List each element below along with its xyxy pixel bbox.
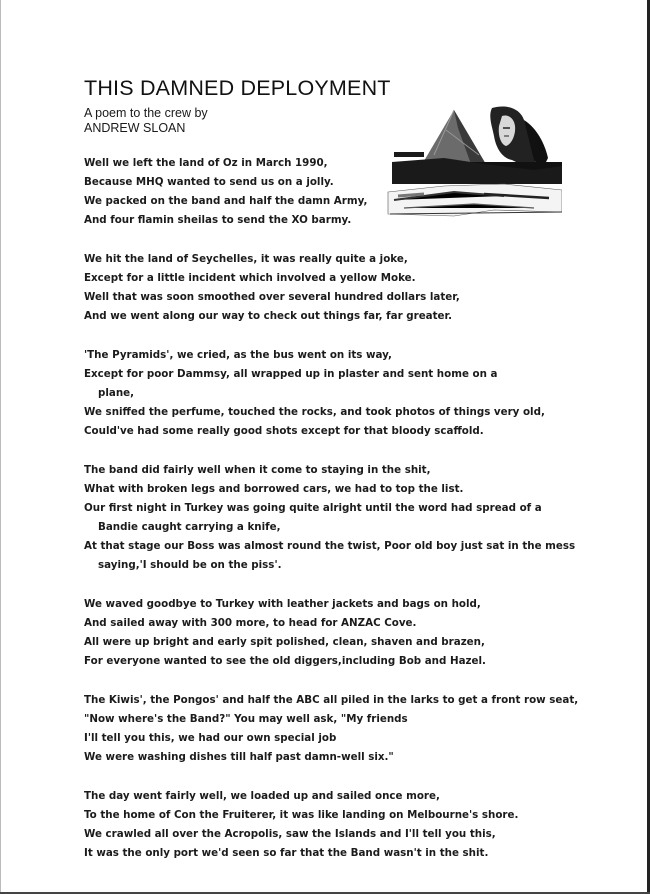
stanza-4 — [84, 461, 584, 576]
poem-line: We sniffed the perfume, touched the rocks, and took photos of things very old, — [84, 406, 545, 419]
poem-line: "Now where's the Band?" You may well ask, "My friends — [84, 712, 408, 725]
poem-line: For everyone wanted to see the old diggers,including Bob and Hazel. — [84, 655, 486, 668]
poem-line: What with broken legs and borrowed cars, we had to top the list. — [84, 482, 464, 495]
stanza-gap — [84, 326, 584, 346]
stanza-6 — [84, 691, 584, 767]
poem-line: And sailed away with 300 more, to head for ANZAC Cove. — [84, 616, 417, 629]
stanza-gap — [84, 230, 584, 250]
poem-line: And four flamin sheilas to send the XO barmy. — [84, 214, 352, 227]
stanza-gap — [84, 441, 584, 461]
poem-line: Well that was soon smoothed over several hundred dollars later, — [84, 291, 460, 304]
poem-line: And we went along our way to check out things far, far greater. — [84, 310, 453, 323]
poem-line: 'The Pyramids', we cried, as the bus went on its way, — [84, 348, 392, 361]
poem-line: It was the only port we'd seen so far that the Band wasn't in the shit. — [84, 846, 489, 859]
stanza-1 — [84, 154, 584, 230]
byline-author: ANDREW SLOAN — [84, 120, 186, 135]
poem-line: Except for poor Dammsy, all wrapped up in plaster and sent home on a plane, — [84, 367, 498, 399]
poem-line: Could've had some really good shots except for that bloody scaffold. — [84, 425, 484, 438]
poem-line: Our first night in Turkey was going quite alright until the word had spread of a Bandie caught carrying a knife, — [84, 501, 542, 533]
stanza-2 — [84, 250, 584, 326]
stanza-gap — [84, 575, 584, 595]
poem-line: Except for a little incident which involved a yellow Moke. — [84, 271, 416, 284]
poem-line: We were washing dishes till half past damn-well six." — [84, 750, 394, 763]
poem-line: We waved goodbye to Turkey with leather jackets and bags on hold, — [84, 597, 481, 610]
stanza-7 — [84, 787, 584, 863]
stanza-5 — [84, 595, 584, 671]
poem-line: To the home of Con the Fruiterer, it was like landing on Melbourne's shore. — [84, 808, 519, 821]
byline-dedication: A poem to the crew by — [84, 106, 208, 120]
poem-line: We crawled all over the Acropolis, saw the Islands and I'll tell you this, — [84, 827, 496, 840]
poem-line: We hit the land of Seychelles, it was really quite a joke, — [84, 252, 408, 265]
poem-line: The band did fairly well when it come to staying in the shit, — [84, 463, 431, 476]
poem-line: Because MHQ wanted to send us on a jolly. — [84, 176, 334, 189]
poem-line: At that stage our Boss was almost round the twist, Poor old boy just sat in the mess saying,'I should be on the piss'. — [84, 540, 576, 572]
poem-line: We packed on the band and half the damn Army, — [84, 195, 368, 208]
stanza-3 — [84, 346, 584, 441]
stanza-gap — [84, 671, 584, 691]
stanza-gap — [84, 767, 584, 787]
poem-line: All were up bright and early spit polished, clean, shaven and brazen, — [84, 635, 485, 648]
poem-line: The day went fairly well, we loaded up and sailed once more, — [84, 789, 440, 802]
poem-line: Well we left the land of Oz in March 1990, — [84, 157, 328, 169]
poem-line: The Kiwis', the Pongos' and half the ABC all piled in the larks to get a front row seat, — [84, 693, 579, 706]
poem-line: I'll tell you this, we had our own special job — [84, 731, 337, 744]
poem-byline — [84, 106, 208, 135]
page-edge-left — [0, 0, 1, 894]
poem-body — [84, 154, 584, 863]
poem-title: THIS DAMNED DEPLOYMENT — [84, 76, 391, 100]
